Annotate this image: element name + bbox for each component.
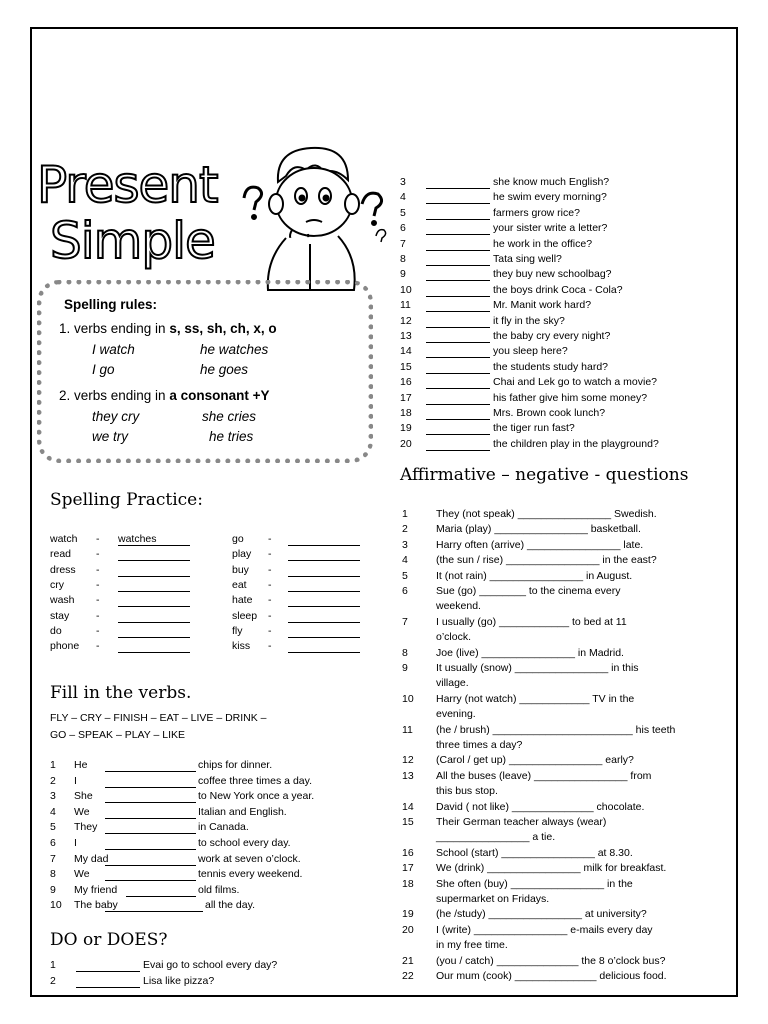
item-subject: She: [74, 790, 93, 803]
question-number: 5: [400, 206, 406, 219]
exercise-line: She often (buy) ________________ in the: [436, 877, 633, 890]
question-text: the baby cry every night?: [493, 330, 611, 342]
affirmative-heading: Affirmative – negative - questions: [400, 465, 689, 485]
item-text: old films.: [198, 883, 240, 896]
exercise-line: Our mum (cook) ______________ delicious food.: [436, 970, 667, 982]
exercise-line-cont: supermarket on Fridays.: [436, 893, 550, 905]
question-text: Chai and Lek go to watch a movie?: [493, 376, 658, 389]
question-number: 6: [400, 222, 406, 235]
answer-blank[interactable]: [426, 424, 490, 435]
practice-dash: -: [96, 624, 100, 637]
practice-dash: -: [96, 594, 100, 607]
answer-blank[interactable]: [105, 839, 196, 850]
exercise-line-cont: o’clock.: [436, 631, 472, 644]
item-text: Italian and English.: [198, 805, 287, 818]
practice-word: watch: [50, 533, 78, 545]
answer-blank[interactable]: [105, 777, 196, 788]
answer-blank[interactable]: [426, 440, 490, 451]
answer-blank[interactable]: [426, 378, 490, 389]
answer-blank[interactable]: [105, 855, 196, 866]
question-number: 9: [400, 268, 406, 281]
practice-answer-blank[interactable]: [118, 642, 190, 653]
exercise-line: Maria (play) ________________ basketball.: [436, 523, 641, 536]
question-number: 8: [400, 253, 406, 265]
answer-blank[interactable]: [105, 823, 196, 834]
answer-blank[interactable]: [426, 332, 490, 343]
practice-word: read: [50, 548, 72, 561]
spelling-rules-box: [37, 280, 373, 463]
exercise-line: It (not rain) ________________ in August.: [436, 569, 633, 582]
exercise-number: 2: [402, 523, 408, 536]
practice-answer-blank[interactable]: [288, 581, 360, 592]
answer-blank[interactable]: [126, 886, 196, 897]
exercise-line-cont: three times a day?: [436, 739, 523, 751]
practice-answer-blank[interactable]: [288, 550, 360, 561]
answer-blank[interactable]: [426, 209, 490, 220]
exercise-line-cont: ________________ a tie.: [436, 831, 556, 844]
question-text: you sleep here?: [493, 345, 568, 358]
exercise-line: David ( not like) ______________ chocolate.: [436, 800, 645, 813]
rule-2: [59, 388, 269, 403]
item-text: in Canada.: [198, 821, 249, 834]
practice-dash: -: [96, 548, 100, 561]
item-text: work at seven o’clock.: [198, 852, 301, 865]
spelling-rules-heading: Spelling rules:: [64, 297, 158, 312]
exercise-number: 6: [402, 585, 408, 597]
question-number: 14: [400, 345, 412, 358]
question-text: he swim every morning?: [493, 191, 607, 204]
answer-blank[interactable]: [426, 178, 490, 189]
exercise-number: 13: [402, 769, 414, 782]
question-number: 17: [400, 391, 412, 404]
exercise-number: 4: [402, 554, 408, 567]
item-number: 9: [50, 883, 56, 896]
practice-word: stay: [50, 609, 70, 622]
exercise-number: 7: [402, 615, 408, 628]
exercise-number: 22: [402, 970, 414, 982]
exercise-number: 14: [402, 800, 414, 813]
exercise-number: 9: [402, 662, 408, 674]
practice-word: go: [232, 533, 244, 545]
spelling-practice-heading: Spelling Practice:: [50, 490, 203, 510]
rule-1-example-2-base: I go: [92, 362, 115, 377]
exercise-number: 1: [402, 508, 408, 520]
question-text: the children play in the playground?: [493, 437, 659, 450]
rule-2-example-2-base: we try: [92, 429, 129, 444]
exercise-number: 15: [402, 816, 414, 828]
rule-1-example-1-third: he watches: [200, 342, 269, 357]
practice-word: cry: [50, 578, 64, 591]
question-number: 12: [400, 314, 412, 327]
question-number: 3: [400, 176, 406, 188]
answer-blank[interactable]: [426, 409, 490, 420]
practice-answer-blank[interactable]: [118, 596, 190, 607]
exercise-number: 17: [402, 862, 414, 875]
answer-blank[interactable]: [426, 240, 490, 251]
rule-1-example-1-base: I watch: [92, 342, 135, 357]
item-text: tennis every weekend.: [198, 868, 303, 881]
item-subject: He: [74, 759, 88, 771]
exercise-number: 18: [402, 877, 414, 890]
rule-1-endings: s, ss, sh, ch, x, o: [169, 321, 277, 336]
rule-1-text: 1. verbs ending in: [59, 321, 170, 336]
rule-2-example-1-third: she cries: [202, 409, 257, 424]
practice-dash: -: [268, 640, 272, 653]
question-number: 20: [400, 437, 412, 450]
question-number: 16: [400, 376, 412, 389]
answer-blank[interactable]: [426, 317, 490, 328]
exercise-line: (you / catch) ______________ the 8 o’clock bus?: [436, 954, 666, 967]
practice-word: eat: [232, 578, 247, 591]
exercise-number: 21: [402, 954, 414, 967]
exercise-number: 5: [402, 569, 408, 582]
practice-dash: -: [96, 640, 100, 653]
item-number: 6: [50, 837, 56, 849]
practice-dash: -: [96, 563, 100, 576]
practice-dash: -: [268, 548, 272, 561]
exercise-line: All the buses (leave) ________________ from: [436, 769, 652, 782]
question-text: Lisa like pizza?: [143, 974, 215, 987]
practice-answer-blank[interactable]: [288, 566, 360, 577]
exercise-line: We (drink) ________________ milk for breakfast.: [436, 862, 667, 875]
item-subject: My friend: [74, 883, 118, 896]
item-text: all the day.: [205, 899, 256, 912]
title-present: Present: [37, 156, 218, 214]
question-text: the tiger run fast?: [493, 422, 575, 435]
item-number: 8: [50, 868, 56, 881]
practice-word: dress: [50, 563, 76, 576]
answer-blank[interactable]: [76, 977, 140, 988]
exercise-line-cont: evening.: [436, 708, 476, 721]
practice-word: hate: [232, 594, 253, 607]
practice-answer-blank[interactable]: [118, 581, 190, 592]
item-subject: My dad: [74, 852, 109, 865]
rule-1-example-2-third: he goes: [200, 362, 249, 377]
exercise-line: They (not speak) ________________ Swedish.: [436, 508, 657, 520]
practice-dash: -: [268, 624, 272, 637]
practice-dash: -: [268, 563, 272, 576]
question-number: 13: [400, 330, 412, 342]
practice-dash: -: [96, 609, 100, 622]
practice-answer-blank[interactable]: [118, 550, 190, 561]
exercise-line: (he /study) ________________ at university?: [436, 908, 647, 921]
word-bank-line-2: GO – SPEAK – PLAY – LIKE: [50, 729, 186, 741]
exercise-line: Their German teacher always (wear): [436, 816, 607, 828]
exercise-line: (he / brush) ________________________ his teeth: [436, 723, 676, 736]
question-number: 18: [400, 407, 412, 419]
answer-blank[interactable]: [105, 901, 203, 912]
practice-answer-blank[interactable]: [288, 642, 360, 653]
exercise-line-cont: this bus stop.: [436, 785, 498, 798]
practice-answer-blank[interactable]: [118, 566, 190, 577]
practice-answer-blank[interactable]: [288, 627, 360, 638]
exercise-number: 19: [402, 908, 414, 921]
practice-word: kiss: [232, 640, 251, 653]
rule-2-text: 2. verbs ending in: [59, 388, 170, 403]
answer-blank[interactable]: [426, 347, 490, 358]
question-text: she know much English?: [493, 176, 610, 188]
answer-blank[interactable]: [105, 808, 196, 819]
exercise-line-cont: in my free time.: [436, 939, 508, 952]
answer-blank[interactable]: [105, 870, 196, 881]
exercise-line: (Carol / get up) ________________ early?: [436, 754, 634, 767]
exercise-number: 3: [402, 538, 408, 551]
exercise-line: I usually (go) ____________ to bed at 11: [436, 615, 627, 628]
practice-word: do: [50, 624, 62, 637]
item-number: 1: [50, 759, 56, 771]
question-text: he work in the office?: [493, 237, 593, 250]
answer-blank[interactable]: [105, 792, 196, 803]
practice-dash: -: [96, 578, 100, 591]
fill-verbs-heading: Fill in the verbs.: [50, 683, 192, 703]
item-subject: We: [74, 868, 90, 881]
exercise-line: Joe (live) ________________ in Madrid.: [436, 646, 624, 659]
question-text: farmers grow rice?: [493, 206, 580, 219]
answer-blank[interactable]: [426, 193, 490, 204]
practice-answer-blank[interactable]: [118, 612, 190, 623]
exercise-line: I (write) ________________ e-mails every day: [436, 923, 653, 936]
exercise-line: (the sun / rise) ________________ in the east?: [436, 554, 657, 567]
practice-word: phone: [50, 640, 80, 653]
practice-word: buy: [232, 563, 249, 576]
question-text: Mrs. Brown cook lunch?: [493, 407, 606, 419]
answer-blank[interactable]: [426, 286, 490, 297]
practice-word: play: [232, 548, 252, 561]
practice-dash: -: [268, 594, 272, 607]
item-subject: I: [74, 837, 77, 849]
exercise-line: School (start) ________________ at 8.30.: [436, 846, 633, 859]
exercise-line: Sue (go) ________ to the cinema every: [436, 585, 621, 597]
exercise-number: 12: [402, 754, 414, 767]
answer-blank[interactable]: [76, 961, 140, 972]
question-number: 11: [400, 299, 411, 312]
exercise-number: 20: [402, 923, 414, 936]
question-text: the students study hard?: [493, 360, 608, 373]
practice-answer-blank[interactable]: [288, 535, 360, 546]
exercise-line-cont: village.: [436, 677, 469, 690]
practice-dash: -: [268, 609, 272, 622]
rule-1: [59, 321, 277, 336]
item-subject: We: [74, 805, 90, 818]
practice-word: fly: [232, 624, 243, 637]
answer-blank[interactable]: [426, 301, 490, 312]
practice-dash: -: [96, 533, 100, 545]
answer-blank[interactable]: [426, 394, 490, 405]
question-text: Evai go to school every day?: [143, 959, 278, 971]
item-number: 7: [50, 852, 56, 865]
exercise-line-cont: weekend.: [436, 600, 481, 613]
question-number: 19: [400, 422, 412, 435]
item-text: coffee three times a day.: [198, 774, 313, 787]
question-text: it fly in the sky?: [493, 314, 565, 327]
question-number: 7: [400, 237, 406, 250]
question-text: Tata sing well?: [493, 253, 562, 265]
practice-word: wash: [50, 594, 75, 607]
question-text: the boys drink Coca - Cola?: [493, 283, 623, 296]
item-subject: The baby: [74, 899, 118, 912]
item-number: 2: [50, 774, 56, 787]
question-number: 2: [50, 974, 56, 987]
exercise-line: Harry (not watch) ____________ TV in the: [436, 692, 635, 705]
exercise-number: 8: [402, 646, 408, 659]
practice-answer-blank[interactable]: [288, 612, 360, 623]
rule-2-example-1-base: they cry: [92, 409, 140, 424]
answer-blank[interactable]: [426, 255, 490, 266]
question-number: 1: [50, 959, 56, 971]
rule-2-ending: a consonant +Y: [169, 388, 270, 403]
item-text: to school every day.: [198, 837, 291, 849]
question-text: they buy new schoolbag?: [493, 268, 612, 281]
rule-2-example-2-third: he tries: [209, 429, 254, 444]
item-text: to New York once a year.: [198, 790, 315, 803]
question-number: 10: [400, 283, 412, 296]
item-subject: I: [74, 774, 77, 787]
item-number: 10: [50, 899, 62, 912]
exercise-number: 10: [402, 692, 414, 705]
question-text: Mr. Manit work hard?: [493, 299, 592, 312]
practice-word: sleep: [232, 609, 258, 622]
item-subject: They: [74, 821, 98, 834]
question-number: 15: [400, 360, 412, 373]
question-text: his father give him some money?: [493, 391, 648, 404]
item-text: chips for dinner.: [198, 759, 273, 771]
exercise-number: 16: [402, 846, 414, 859]
item-number: 4: [50, 805, 56, 818]
practice-answer-blank[interactable]: [288, 596, 360, 607]
item-number: 3: [50, 790, 56, 803]
answer-blank[interactable]: [426, 363, 490, 374]
title-simple: Simple: [50, 212, 215, 270]
practice-dash: -: [268, 533, 272, 545]
exercise-number: 11: [402, 723, 413, 736]
question-text: your sister write a letter?: [493, 222, 608, 235]
answer-blank[interactable]: [105, 761, 196, 772]
exercise-line: Harry often (arrive) ________________ late.: [436, 538, 644, 551]
question-number: 4: [400, 191, 406, 204]
practice-answer: watches: [118, 533, 190, 546]
item-number: 5: [50, 821, 56, 834]
practice-dash: -: [268, 578, 272, 591]
practice-answer-blank[interactable]: [118, 627, 190, 638]
answer-blank[interactable]: [426, 270, 490, 281]
do-does-heading: DO or DOES?: [50, 930, 168, 950]
word-bank-line-1: FLY – CRY – FINISH – EAT – LIVE – DRINK –: [50, 712, 267, 724]
exercise-line: It usually (snow) ________________ in this: [436, 662, 639, 674]
answer-blank[interactable]: [426, 224, 490, 235]
